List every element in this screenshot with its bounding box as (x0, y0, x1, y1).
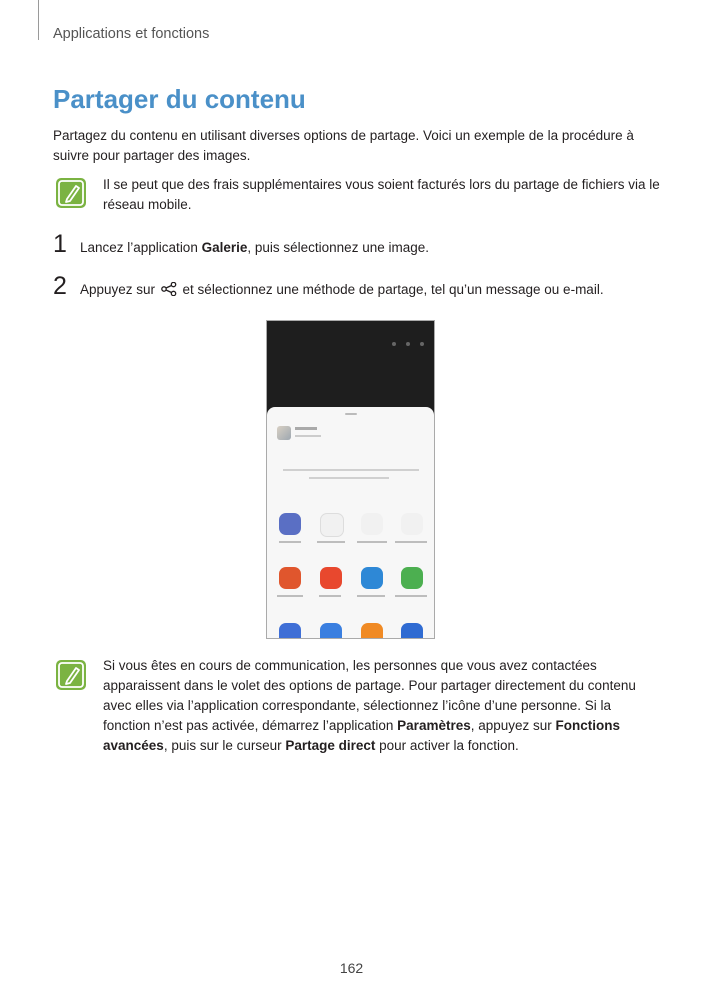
note-1-text (103, 175, 660, 215)
note-1-line-2: réseau mobile. (103, 197, 192, 212)
note-2-line-1: Si vous êtes en cours de communication, les personnes que vous avez contactées (103, 658, 597, 673)
direct-share-hint-line (283, 469, 419, 471)
margin-rule (38, 0, 39, 40)
note-2-bold-parametres: Paramètres (397, 718, 471, 733)
phone-screenshot (266, 320, 435, 639)
step-2-number: 2 (53, 272, 67, 300)
cloud-app-icon (361, 513, 383, 535)
flower-app-icon (401, 513, 423, 535)
step-2-text-b: et sélectionnez une méthode de partage, tel qu’un message ou e-mail. (178, 282, 604, 297)
pencil-note-icon (56, 660, 86, 690)
app-label-placeholder (357, 595, 385, 597)
page-title: Partager du contenu (53, 84, 306, 114)
note-2-line-3: avec elles via l’application correspondante, sélectionnez l’icône d’une personne. Si la (103, 698, 612, 713)
status-bar-icons (382, 333, 424, 351)
step-1-text (80, 240, 429, 255)
app-label-placeholder (279, 541, 301, 543)
note-2-bold-fonctions: Fonctions (555, 718, 621, 733)
note-2-line-4a: fonction n’est pas activée, démarrez l’application (103, 718, 398, 733)
note-2-line-5b: , puis sur le curseur (163, 738, 286, 753)
messages-app-icon (361, 567, 383, 589)
video-app-icon (401, 623, 423, 639)
section-header: Applications et fonctions (53, 26, 210, 42)
app-label-placeholder (277, 595, 303, 597)
step-1-text-bold: Galerie (201, 240, 248, 255)
step-2-text-a: Appuyez sur (80, 282, 159, 297)
app-label-placeholder (317, 541, 345, 543)
share-sheet (267, 407, 434, 639)
note-2-line-2: apparaissent dans le volet des options de partage. Pour partager directement du contenu (103, 678, 636, 693)
app-label-placeholder (319, 595, 341, 597)
note-2-bold-partage-direct: Partage direct (285, 738, 376, 753)
image-thumbnail (277, 426, 291, 440)
bluetooth-app-icon (279, 623, 301, 639)
step-2-text (80, 282, 604, 297)
preview-title-placeholder (295, 427, 317, 430)
step-1-text-a: Lancez l’application (80, 240, 202, 255)
note-2-line-5d: pour activer la fonction. (375, 738, 519, 753)
smart-view-app-icon (279, 513, 301, 535)
preview-subtitle-placeholder (295, 435, 321, 437)
note-2-line-4c: , appuyez sur (470, 718, 556, 733)
notes-app-icon (320, 567, 342, 589)
page-number: 162 (339, 960, 364, 976)
share-icon (161, 282, 177, 296)
orange-app-icon (279, 567, 301, 589)
media-app-icon (320, 513, 344, 537)
bluetooth-app-icon (320, 623, 342, 639)
app-label-placeholder (395, 595, 427, 597)
direct-share-hint-line (309, 477, 389, 479)
note-2-bold-avancees: avancées (103, 738, 164, 753)
maps-app-icon (401, 567, 423, 589)
intro-paragraph: Partagez du contenu en utilisant diverses options de partage. Voici un exemple de la procédure à suivre pour partager des images. (53, 128, 634, 163)
step-1-number: 1 (53, 230, 67, 258)
note-1-line-1: Il se peut que des frais supplémentaires vous soient facturés lors du partage de fichiers via le (103, 177, 660, 192)
note-2-text (103, 656, 636, 756)
pencil-note-icon (56, 178, 86, 208)
contact-app-icon (361, 623, 383, 639)
step-1-text-b: , puis sélectionnez une image. (247, 240, 429, 255)
sheet-handle (345, 413, 357, 415)
app-label-placeholder (357, 541, 387, 543)
app-label-placeholder (395, 541, 427, 543)
